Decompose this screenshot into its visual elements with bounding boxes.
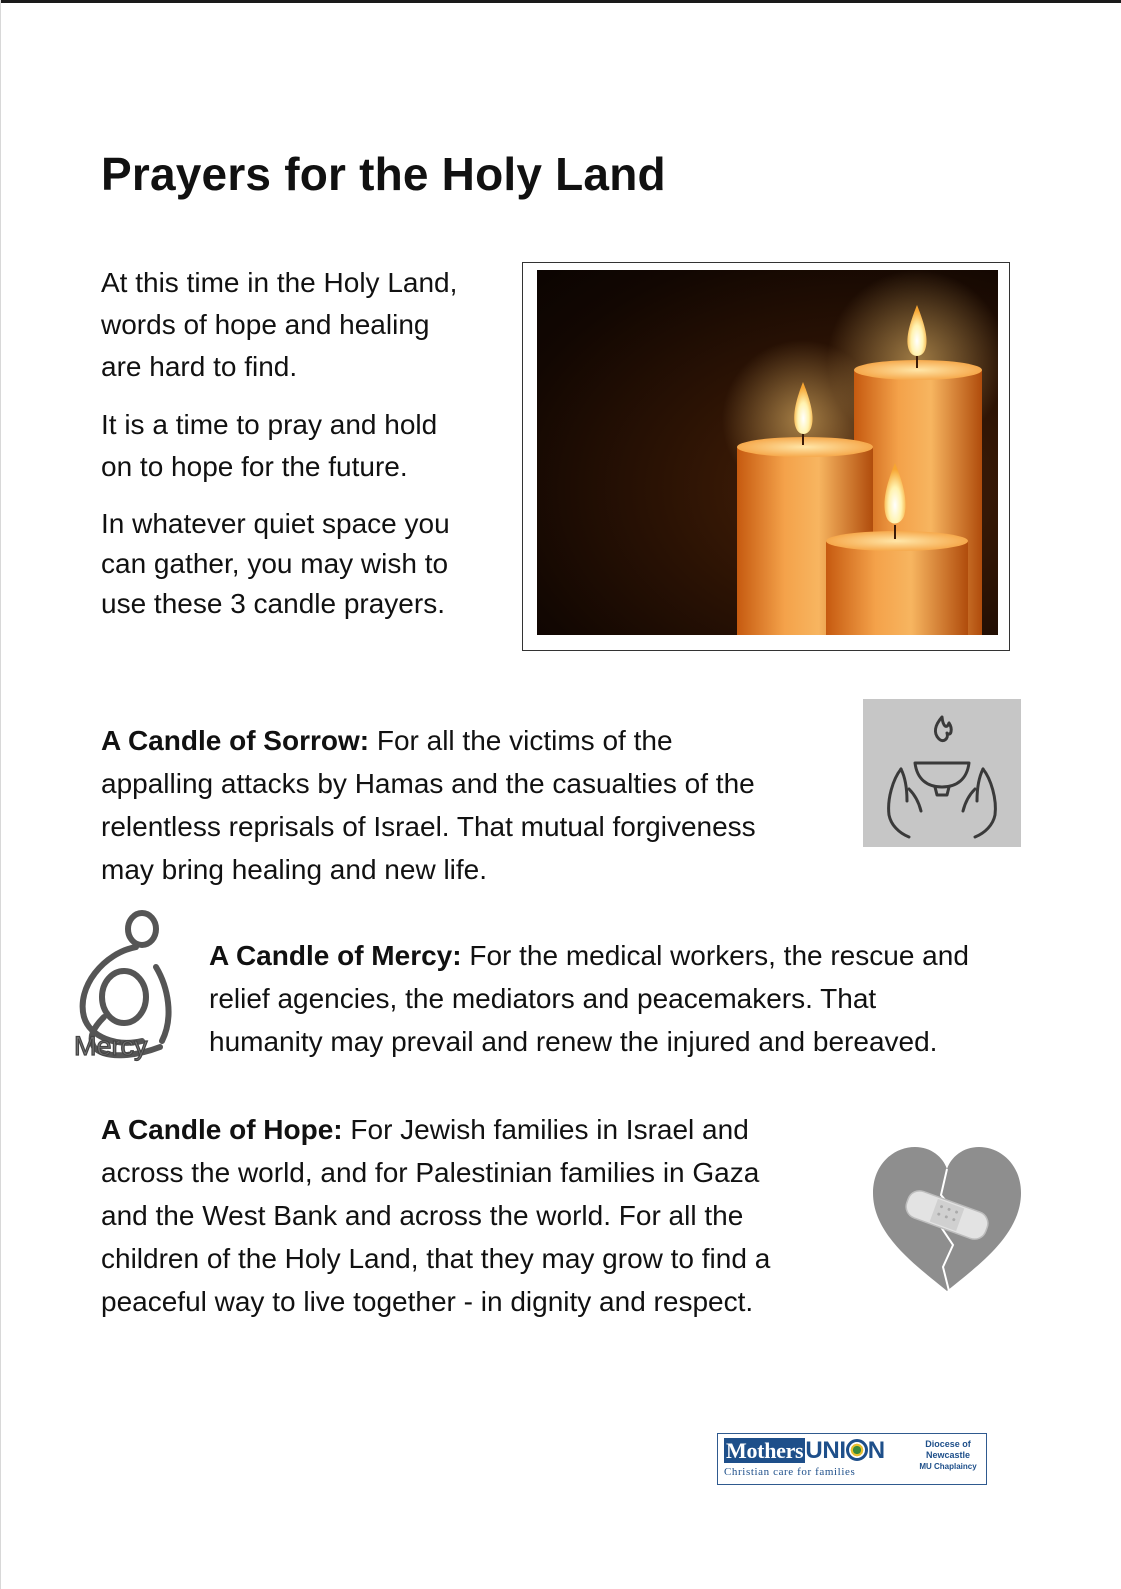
intro-line: It is a time to pray and hold	[101, 409, 438, 440]
page-top-border	[0, 0, 1121, 3]
intro-line: In whatever quiet space you	[101, 508, 450, 539]
candles-photo-frame	[522, 262, 1010, 651]
candles-photo	[537, 270, 998, 635]
mercy-line: For the medical workers, the rescue and	[461, 940, 969, 971]
intro-paragraph-3	[101, 504, 501, 624]
intro-line: At this time in the Holy Land,	[101, 267, 458, 298]
logo-tagline: Christian care for families	[724, 1466, 856, 1478]
page-left-border	[0, 0, 1, 1589]
intro-paragraph-2	[101, 404, 501, 488]
page-title: Prayers for the Holy Land	[101, 148, 666, 200]
mercy-line: relief agencies, the mediators and peacemakers. That	[209, 983, 877, 1014]
intro-line: are hard to find.	[101, 351, 298, 382]
mothers-union-logo	[717, 1433, 987, 1485]
mercy-logo-text: Mercy	[74, 1031, 148, 1061]
sorrow-heading: A Candle of Sorrow:	[101, 725, 370, 756]
diocese-line: Diocese of	[925, 1439, 971, 1449]
candles-illustration	[537, 270, 998, 635]
sorrow-line: For all the victims of the	[369, 725, 673, 756]
sorrow-line: relentless reprisals of Israel. That mutual forgiveness	[101, 811, 756, 842]
logo-mothers: Mothers	[726, 1438, 804, 1463]
intro-line: on to hope for the future.	[101, 451, 408, 482]
hope-line: peaceful way to live together - in dignity and respect.	[101, 1286, 754, 1317]
hope-heading: A Candle of Hope:	[101, 1114, 343, 1145]
hope-line: children of the Holy Land, that they may grow to find a	[101, 1243, 771, 1274]
sorrow-line: may bring healing and new life.	[101, 854, 488, 885]
candle-of-mercy-section	[209, 934, 1019, 1063]
bandaged-broken-heart-icon	[871, 1145, 1023, 1293]
logo-diocese	[916, 1439, 980, 1472]
intro-line: use these 3 candle prayers.	[101, 588, 445, 619]
hope-line: across the world, and for Palestinian families in Gaza	[101, 1157, 760, 1188]
intro-line: words of hope and healing	[101, 309, 430, 340]
mercy-heading: A Candle of Mercy:	[209, 940, 462, 971]
hope-line: and the West Bank and across the world. For all the	[101, 1200, 744, 1231]
sorrow-line: appalling attacks by Hamas and the casualties of the	[101, 768, 755, 799]
mercy-line: humanity may prevail and renew the injured and bereaved.	[209, 1026, 938, 1057]
mothers-union-wordmark	[724, 1437, 885, 1465]
intro-line: can gather, you may wish to	[101, 548, 449, 579]
logo-union-end: N	[867, 1437, 885, 1464]
diocese-line: MU Chaplaincy	[919, 1462, 977, 1471]
intro-text	[101, 262, 501, 640]
intro-paragraph-1	[101, 262, 501, 388]
diocese-line: Newcastle	[925, 1450, 971, 1460]
candle-of-sorrow-section	[101, 719, 821, 891]
globe-icon	[846, 1439, 868, 1461]
candle-of-hope-section	[101, 1108, 841, 1323]
mercy-embrace-icon	[64, 907, 186, 1085]
logo-union: UNI	[805, 1437, 846, 1464]
hope-line: For Jewish families in Israel and	[342, 1114, 749, 1145]
hands-holding-lamp-icon	[863, 699, 1021, 847]
